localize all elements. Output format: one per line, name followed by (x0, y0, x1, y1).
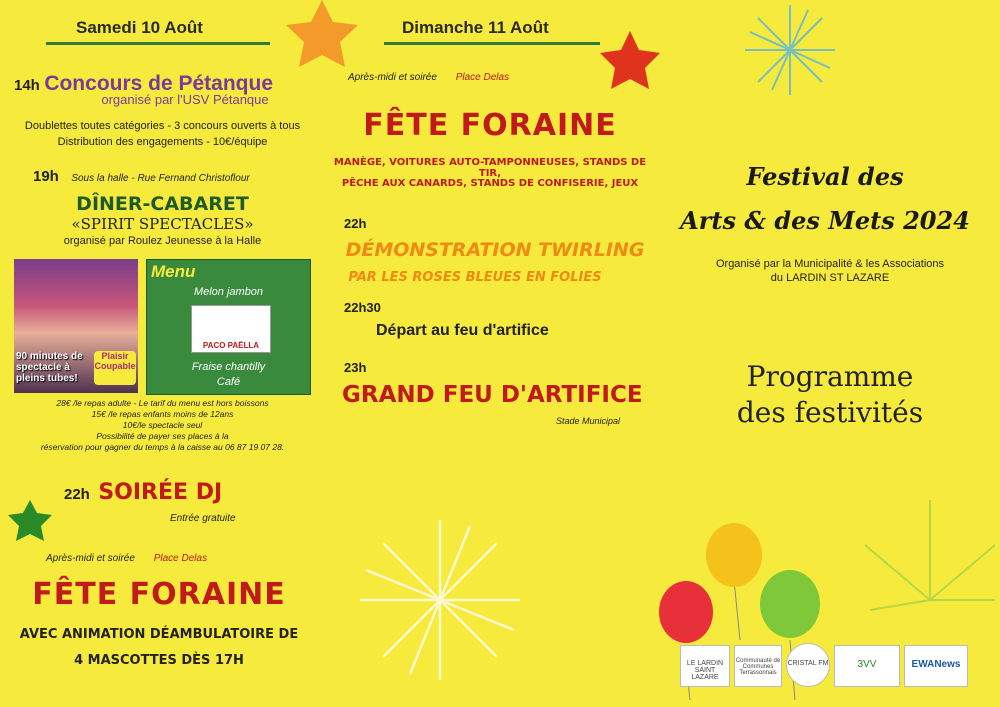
green-star-icon (8, 500, 52, 541)
fete-mid-line2: PÊCHE AUX CANARDS, STANDS DE CONFISERIE, JEUX (341, 178, 639, 189)
diner-place: Sous la halle - Rue Fernand Christoflour (71, 173, 250, 184)
plaisir-sticker: Plaisir Coupable (94, 351, 136, 385)
fete-mid-place: Place Delas (455, 72, 510, 83)
price-line3: 10€/le spectacle seul (122, 420, 203, 430)
price-line1: 28€ /le repas adulte - Le tarif du menu est hors boissons (56, 398, 269, 408)
twirl-time: 22h (344, 216, 367, 231)
diner-time: 19h (33, 168, 59, 185)
diner-heading (33, 168, 250, 186)
petanque-line1: Doublettes toutes catégories - 3 concours ouverts à tous (24, 120, 301, 132)
twirl-title: DÉMONSTRATION TWIRLING (345, 239, 645, 261)
fete-left-line2: 4 MASCOTTES DÈS 17H (74, 653, 244, 668)
fete-left-when (46, 553, 207, 564)
fete-mid-when (348, 72, 509, 83)
dj-title: SOIRÉE DJ (98, 480, 223, 505)
petanque-line2: Distribution des engagements - 10€/équipe (57, 136, 268, 148)
diner-subtitle: «SPIRIT SPECTACLES» (71, 215, 254, 233)
red-star-icon (600, 31, 660, 89)
yellow-balloon-icon (706, 523, 762, 587)
programme-title-2: des festivités (736, 396, 924, 429)
day-title-middle: Dimanche 11 Août (402, 18, 549, 37)
day-title-left: Samedi 10 Août (76, 18, 203, 37)
petanque-time: 14h (14, 77, 40, 94)
fete-left-when-text: Après-midi et soirée (46, 553, 135, 564)
cabaret-photo (14, 259, 138, 393)
menu-item2: Fraise chantilly (191, 361, 266, 373)
festival-org2: du LARDIN ST LAZARE (770, 272, 890, 284)
menu-item3: Café (216, 376, 241, 388)
dj-note: Entrée gratuite (170, 513, 236, 524)
logo-communaute: Communauté de Communes Terrassonnais (734, 645, 782, 687)
fete-mid-when-text: Après-midi et soirée (348, 72, 437, 83)
photo-caption: 90 minutes de spectacle à pleins tubes! (16, 351, 83, 384)
logo-cristal-fm: CRISTAL FM (786, 643, 830, 687)
feu-place: Stade Municipal (556, 416, 621, 426)
logo-ewanews: EWANews (904, 645, 968, 687)
diner-title: DÎNER-CABARET (76, 193, 249, 215)
twirl-subtitle: PAR LES ROSES BLEUES EN FOLIES (348, 270, 602, 285)
diner-org: organisé par Roulez Jeunesse à la Halle (63, 235, 262, 247)
logo-lardin: LE LARDIN SAINT LAZARE (680, 645, 730, 687)
feu-title: GRAND FEU D'ARTIFICE (342, 382, 643, 408)
dj-time: 22h (64, 486, 90, 503)
fete-mid-line1: MANÈGE, VOITURES AUTO-TAMPONNEUSES, STANDS DE TIR, (333, 157, 647, 179)
orange-star-icon (286, 0, 358, 67)
green-balloon-icon (760, 570, 820, 638)
petanque-title: Concours de Pétanque (44, 72, 274, 95)
menu-box (146, 259, 311, 395)
price-line2: 15€ /le repas enfants moins de 12ans (91, 409, 234, 419)
fete-left-title: FÊTE FORAINE (32, 577, 286, 612)
price-line5: réservation pour gagner du temps à la caisse au 06 87 19 07 28. (40, 442, 285, 452)
programme-title-1: Programme (746, 360, 914, 393)
festival-org1: Organisé par la Municipalité & les Associations (715, 258, 945, 270)
logo-3vv: 3VV (834, 645, 900, 687)
petanque-org: organisé par l'USV Pétanque (101, 92, 269, 107)
dj-heading (64, 480, 222, 505)
depart-title: Départ au feu d'artifice (376, 322, 549, 339)
menu-item1: Melon jambon (193, 286, 264, 298)
red-balloon-icon (659, 581, 713, 643)
festival-title-1: Festival des (746, 162, 904, 191)
festival-title-2: Arts & des Mets 2024 (680, 206, 970, 235)
firework-top-icon (745, 5, 835, 95)
day-underline-left (46, 42, 270, 45)
depart-time: 22h30 (344, 300, 381, 315)
day-underline-middle (384, 42, 600, 45)
menu-title: Menu (151, 262, 196, 281)
fete-left-line1: AVEC ANIMATION DÉAMBULATOIRE DE (19, 627, 299, 642)
firework-right-icon (865, 500, 995, 610)
firework-bottom-icon (360, 520, 520, 680)
fete-left-place: Place Delas (153, 553, 208, 564)
paco-paella-logo: PACO PAËLLA (191, 305, 271, 353)
feu-time: 23h (344, 360, 367, 375)
fete-mid-title: FÊTE FORAINE (363, 108, 617, 143)
price-line4: Possibilité de payer ses places à la (96, 431, 229, 441)
